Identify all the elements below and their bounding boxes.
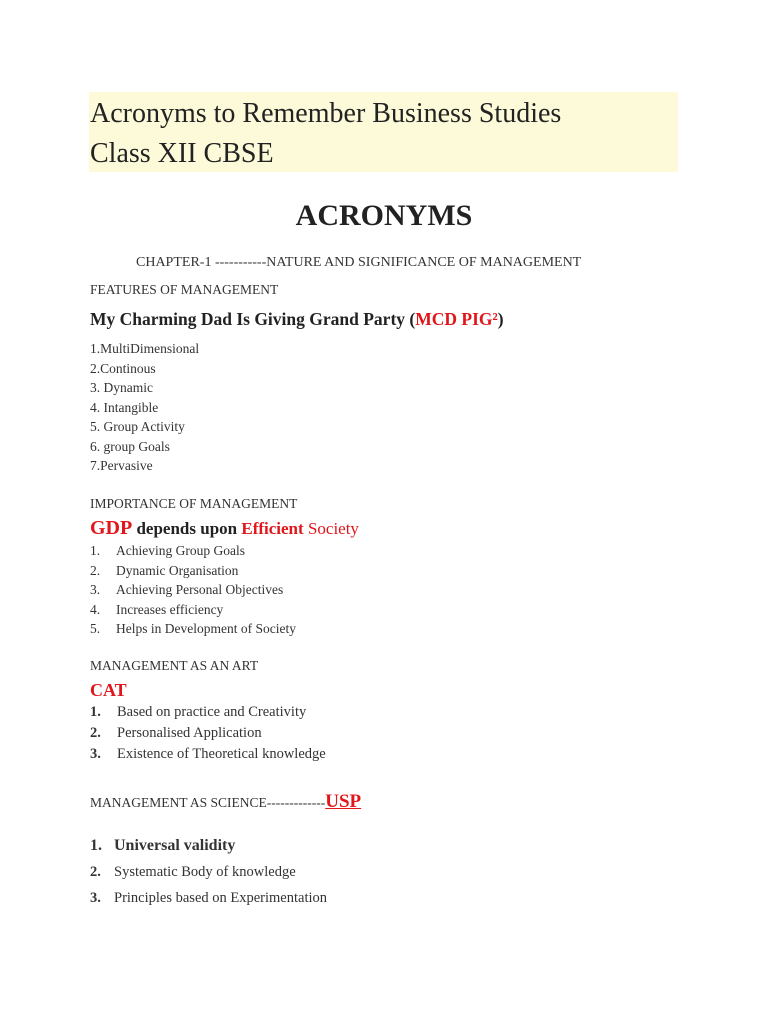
list-item: 3. Dynamic <box>90 380 153 395</box>
features-mnemonic-close: ) <box>497 309 504 329</box>
importance-mnemonic-mid: depends upon <box>132 519 242 538</box>
science-list <box>90 833 327 911</box>
importance-mnemonic-acronym: GDP <box>90 517 133 539</box>
importance-mnemonic <box>90 514 359 544</box>
list-item: 4. Intangible <box>90 399 159 415</box>
chapter-heading: CHAPTER-1 -----------NATURE AND SIGNIFICANCE OF MANAGEMENT <box>136 255 582 270</box>
importance-mnemonic-word: Efficient <box>241 519 304 538</box>
features-list <box>90 339 199 476</box>
item-number: 1. <box>90 543 101 558</box>
item-number: 4. <box>90 601 101 617</box>
item-number: 3. <box>90 746 101 762</box>
item-number: 1. <box>90 704 101 720</box>
item-text: Dynamic Organisation <box>116 562 239 578</box>
art-heading: MANAGEMENT AS AN ART <box>90 658 259 673</box>
item-number: 5. <box>90 621 101 637</box>
importance-heading: IMPORTANCE OF MANAGEMENT <box>90 496 298 511</box>
list-item <box>90 702 326 723</box>
science-heading-text: MANAGEMENT AS SCIENCE------------- <box>90 795 326 810</box>
list-item: 7.Pervasive <box>90 458 153 473</box>
features-mnemonic-acronym: MCD PIG² <box>415 309 498 329</box>
item-text: Increases efficiency <box>116 601 224 617</box>
importance-mnemonic-end: Society <box>303 519 359 538</box>
list-item: 5. Group Activity <box>90 419 185 434</box>
item-number: 3. <box>90 890 101 906</box>
item-text: Universal validity <box>114 837 236 854</box>
item-number: 2. <box>90 864 101 880</box>
item-number: 2. <box>90 562 101 578</box>
list-item <box>90 744 326 765</box>
science-acronym: USP <box>325 791 362 812</box>
item-number: 1. <box>90 837 102 854</box>
list-item <box>90 541 296 561</box>
item-text: Helps in Development of Society <box>116 621 296 637</box>
features-heading: FEATURES OF MANAGEMENT <box>90 282 279 297</box>
item-number: 3. <box>90 582 101 598</box>
item-text: Achieving Personal Objectives <box>116 582 284 598</box>
item-text: Based on practice and Creativity <box>117 704 307 720</box>
list-item <box>90 561 296 581</box>
item-text: Achieving Group Goals <box>116 543 245 558</box>
item-text: Personalised Application <box>117 725 262 741</box>
features-mnemonic-text: My Charming Dad Is Giving Grand Party ( <box>90 309 416 329</box>
title-highlight-box <box>89 92 678 172</box>
list-item <box>90 859 327 885</box>
list-item: 1.MultiDimensional <box>90 341 200 356</box>
art-acronym: CAT <box>90 680 127 700</box>
features-mnemonic <box>90 306 504 332</box>
list-item <box>90 833 327 859</box>
item-text: Existence of Theoretical knowledge <box>117 746 326 762</box>
main-heading: ACRONYMS <box>295 199 473 232</box>
list-item <box>90 619 296 639</box>
importance-list <box>90 541 296 639</box>
document-title: Acronyms to Remember Business Studies Class XII CBSE <box>90 98 562 169</box>
list-item: 6. group Goals <box>90 438 170 454</box>
list-item <box>90 723 326 744</box>
item-text: Principles based on Experimentation <box>114 890 328 906</box>
list-item <box>90 600 296 620</box>
art-list <box>90 702 326 765</box>
item-number: 2. <box>90 725 101 741</box>
science-heading <box>90 790 361 815</box>
list-item <box>90 580 296 600</box>
item-text: Systematic Body of knowledge <box>114 864 296 880</box>
list-item <box>90 885 327 911</box>
list-item: 2.Continous <box>90 360 156 376</box>
